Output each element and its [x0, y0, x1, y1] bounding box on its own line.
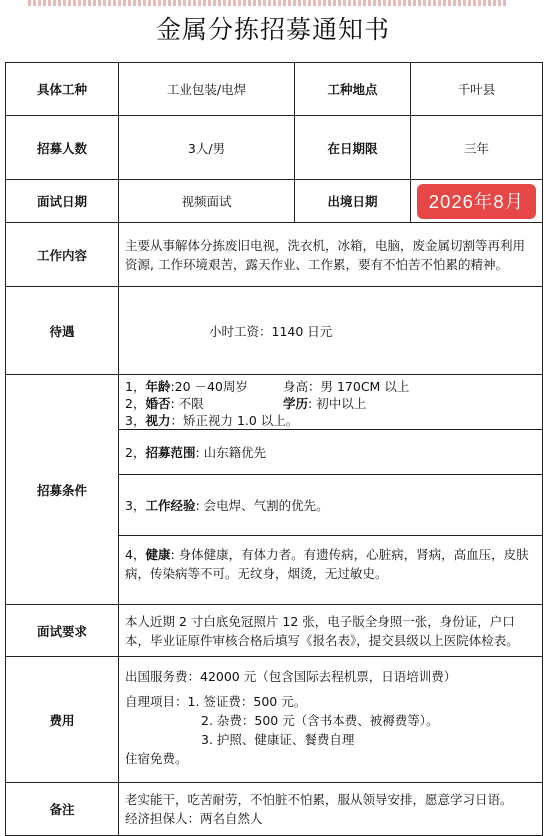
basic-conditions [119, 375, 542, 429]
page-title: 金属分拣招募通知书 [155, 15, 390, 44]
departure-date-cell [411, 180, 543, 223]
marital-num: 2， [125, 396, 146, 411]
remarks-line-1: 老实能干，吃苦耐劳，不怕脏不怕累，服从领导安排，愿意学习日语。 [125, 792, 513, 807]
job-type-label: 具体工种 [6, 63, 119, 116]
self-pay-2: 2. 杂费：500 元（含书本费、被褥费等）。 [201, 713, 439, 728]
vision-num: 3， [125, 413, 146, 428]
headcount-label: 招募人数 [6, 116, 119, 180]
job-content-label: 工作内容 [6, 223, 119, 287]
self-pay-1: 自理项目：1. 签证费：500 元。 [125, 694, 307, 709]
interview-req-value: 本人近期 2 寸白底免冠照片 12 张，电子版全身照一张，身份证，户口本，毕业证原件审核合格后填写《报名表》，提交县级以上医院体检表。 [119, 605, 543, 657]
scope-conditions [119, 429, 542, 474]
term-label: 在日期限 [295, 116, 411, 180]
height-value: 身高：男 170CM 以上 [283, 379, 410, 394]
treatment-label: 待遇 [6, 287, 119, 375]
health-conditions [119, 535, 542, 586]
row-fees [6, 657, 543, 783]
interview-req-label: 面试要求 [6, 605, 119, 657]
departure-date-label: 出境日期 [295, 180, 411, 223]
age-value: :20 －40周岁 [170, 379, 248, 394]
experience-key: 工作经验 [145, 497, 196, 513]
service-fee: 出国服务费：42000 元（包含国际去程机票，日语培训费） [125, 669, 457, 684]
fees-cell [119, 657, 543, 783]
self-pay-items [119, 692, 542, 768]
row-job-content [6, 223, 543, 287]
row-interview-req [6, 605, 543, 657]
row-headcount [6, 116, 543, 180]
health-value: : 身体健康，有体力者。有遗传病，心脏病，肾病，高血压，皮肤病，传染病等不可。无纹身，烟烫，无过敏史。 [125, 547, 529, 581]
vision-value: ：矫正视力 1.0 以上。 [170, 413, 299, 428]
age-num: 1， [125, 379, 146, 394]
job-type-value: 工业包装/电焊 [119, 63, 295, 116]
experience-value: : 会电焊、气割的优先。 [195, 497, 329, 513]
row-remarks [6, 783, 543, 836]
remarks-label: 备注 [6, 783, 119, 836]
health-num: 4， [125, 547, 146, 562]
health-key: 健康 [145, 547, 171, 562]
requirements-label: 招募条件 [6, 375, 119, 605]
row-dates [6, 180, 543, 223]
age-key: 年龄 [145, 379, 171, 394]
location-value: 千叶县 [411, 63, 543, 116]
vision-line [125, 412, 536, 429]
row-treatment [6, 287, 543, 375]
marital-key: 婚否 [145, 396, 171, 411]
remarks-line-2: 经济担保人：两名自然人 [125, 811, 263, 826]
top-decorative-line [28, 0, 508, 6]
marital-value: : 不限 [170, 396, 204, 411]
recruitment-table [5, 62, 543, 836]
row-requirements [6, 375, 543, 605]
education-key: 学历 [283, 396, 309, 411]
age-height-line [125, 378, 536, 395]
requirements-cell [119, 375, 543, 605]
scope-num: 2， [125, 444, 146, 460]
education-value: : 初中以上 [308, 396, 367, 411]
departure-date-badge: 2026年8月 [417, 184, 536, 219]
location-label: 工种地点 [295, 63, 411, 116]
marital-education-line [125, 395, 536, 412]
scope-key: 招募范围 [145, 444, 196, 460]
row-job-type [6, 63, 543, 116]
fees-label: 费用 [6, 657, 119, 783]
job-content-value: 主要从事解体分拣废旧电视，洗衣机，冰箱，电脑，废金属切割等再利用资源, 工作环境艰苦，露天作业、工作累，要有不怕苦不怕累的精神。 [119, 223, 543, 287]
hourly-wage: 小时工资：1140 日元 [209, 323, 333, 339]
experience-conditions [119, 474, 542, 535]
self-pay-3: 3. 护照、健康证、餐费自理 [201, 732, 355, 747]
term-value: 三年 [411, 116, 543, 180]
treatment-cell [119, 287, 543, 375]
vision-key: 视力 [145, 413, 171, 428]
interview-date-value: 视频面试 [119, 180, 295, 223]
scope-value: : 山东籍优先 [195, 444, 267, 460]
interview-date-label: 面试日期 [6, 180, 119, 223]
experience-num: 3， [125, 497, 146, 513]
lodging: 住宿免费。 [125, 751, 188, 766]
headcount-value: 3人/男 [119, 116, 295, 180]
remarks-cell [119, 783, 543, 836]
